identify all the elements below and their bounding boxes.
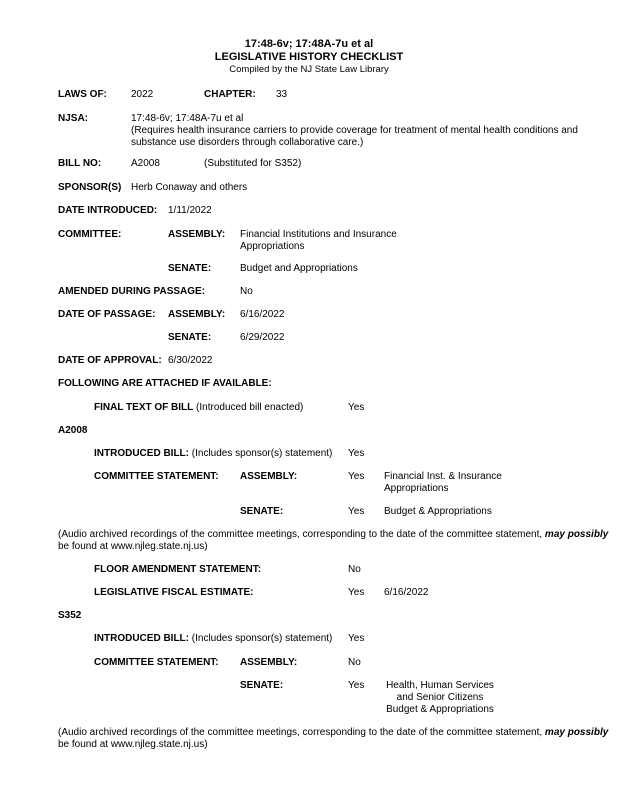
a2008-assembly-committee-2: Appropriations bbox=[384, 483, 449, 494]
s352-senate-committee-1: Health, Human Services bbox=[386, 680, 494, 691]
a2008-heading: A2008 bbox=[58, 425, 88, 436]
final-text-value: Yes bbox=[348, 402, 365, 413]
njsa-description: (Requires health insurance carriers to provide coverage for treatment of mental health conditions and substance use disorders through collaborative care.) bbox=[131, 125, 578, 148]
chapter-value: 33 bbox=[276, 89, 288, 100]
a2008-senate-committee: Budget & Appropriations bbox=[384, 506, 492, 517]
a2008-assembly-label: ASSEMBLY: bbox=[240, 471, 298, 482]
a2008-audio-note-emphasis: may possibly bbox=[544, 529, 609, 540]
njsa-label: NJSA: bbox=[58, 113, 89, 124]
a2008-audio-note-line-1 bbox=[58, 529, 608, 541]
a2008-audio-note-line-2: be found at www.njleg.state.nj.us) bbox=[58, 541, 208, 552]
fiscal-estimate-label: LEGISLATIVE FISCAL ESTIMATE: bbox=[94, 587, 254, 598]
bill-no-label: BILL NO: bbox=[58, 158, 102, 169]
laws-of-year: 2022 bbox=[131, 89, 154, 100]
page-title: 17:48-6v; 17:48A-7u et al bbox=[244, 38, 374, 50]
s352-introduced-row bbox=[94, 633, 332, 645]
committee-assembly-label: ASSEMBLY: bbox=[168, 229, 226, 240]
page-subtitle: LEGISLATIVE HISTORY CHECKLIST bbox=[214, 51, 404, 63]
s352-committee-label: COMMITTEE STATEMENT: bbox=[94, 657, 219, 668]
date-of-approval-value: 6/30/2022 bbox=[168, 355, 213, 366]
bill-no-value: A2008 bbox=[131, 158, 160, 169]
a2008-introduced-note: (Includes sponsor(s) statement) bbox=[191, 448, 333, 459]
sponsor-value: Herb Conaway and others bbox=[131, 182, 248, 193]
date-introduced-label: DATE INTRODUCED: bbox=[58, 205, 158, 216]
committee-assembly-value: Financial Institutions and Insurance Appropriations bbox=[240, 229, 397, 252]
chapter-label: CHAPTER: bbox=[204, 89, 256, 100]
s352-assembly-value: No bbox=[348, 657, 361, 668]
compiled-by: Compiled by the NJ State Law Library bbox=[229, 64, 389, 75]
s352-introduced-note: (Includes sponsor(s) statement) bbox=[191, 633, 333, 644]
amended-value: No bbox=[240, 286, 253, 297]
floor-amendment-label: FLOOR AMENDMENT STATEMENT: bbox=[94, 564, 262, 575]
committee-label: COMMITTEE: bbox=[58, 229, 122, 240]
s352-audio-note-line-2: be found at www.njleg.state.nj.us) bbox=[58, 739, 208, 750]
njsa-value: 17:48-6v; 17:48A-7u et al bbox=[131, 113, 244, 124]
laws-of-label: LAWS OF: bbox=[58, 89, 107, 100]
s352-senate-committee-2: and Senior Citizens bbox=[396, 692, 484, 703]
passage-senate-value: 6/29/2022 bbox=[240, 332, 285, 343]
s352-audio-note-emphasis: may possibly bbox=[544, 727, 609, 738]
final-text-note: (Introduced bill enacted) bbox=[196, 402, 304, 413]
s352-introduced-value: Yes bbox=[348, 633, 365, 644]
sponsor-label: SPONSOR(S) bbox=[58, 182, 122, 193]
a2008-introduced-value: Yes bbox=[348, 448, 365, 459]
date-of-approval-label: DATE OF APPROVAL: bbox=[58, 355, 162, 366]
s352-assembly-label: ASSEMBLY: bbox=[240, 657, 298, 668]
s352-audio-note-line-1 bbox=[58, 727, 608, 739]
s352-heading: S352 bbox=[58, 610, 82, 621]
date-introduced-value: 1/11/2022 bbox=[168, 205, 212, 216]
a2008-audio-note-text: (Audio archived recordings of the committee meetings, corresponding to the date of the committee statement, bbox=[58, 529, 543, 540]
a2008-introduced-row bbox=[94, 448, 332, 460]
s352-senate-committee-3: Budget & Appropriations bbox=[386, 704, 494, 715]
date-of-passage-label: DATE OF PASSAGE: bbox=[58, 309, 156, 320]
fiscal-estimate-value: Yes bbox=[348, 587, 365, 598]
a2008-assembly-value: Yes bbox=[348, 471, 365, 482]
s352-senate-label: SENATE: bbox=[240, 680, 284, 691]
floor-amendment-value: No bbox=[348, 564, 361, 575]
s352-introduced-label: INTRODUCED BILL: bbox=[94, 633, 189, 644]
a2008-assembly-committee-1: Financial Inst. & Insurance bbox=[384, 471, 502, 482]
committee-senate-label: SENATE: bbox=[168, 263, 212, 274]
amended-label: AMENDED DURING PASSAGE: bbox=[58, 286, 206, 297]
final-text-label: FINAL TEXT OF BILL bbox=[94, 402, 194, 413]
a2008-senate-value: Yes bbox=[348, 506, 365, 517]
a2008-senate-label: SENATE: bbox=[240, 506, 284, 517]
s352-senate-value: Yes bbox=[348, 680, 365, 691]
fiscal-estimate-date: 6/16/2022 bbox=[384, 587, 429, 598]
a2008-introduced-label: INTRODUCED BILL: bbox=[94, 448, 189, 459]
passage-assembly-value: 6/16/2022 bbox=[240, 309, 285, 320]
passage-assembly-label: ASSEMBLY: bbox=[168, 309, 226, 320]
passage-senate-label: SENATE: bbox=[168, 332, 212, 343]
attached-heading: FOLLOWING ARE ATTACHED IF AVAILABLE: bbox=[58, 378, 272, 389]
final-text-row bbox=[94, 402, 303, 414]
a2008-committee-label: COMMITTEE STATEMENT: bbox=[94, 471, 219, 482]
committee-senate-value: Budget and Appropriations bbox=[240, 263, 358, 274]
s352-audio-note-text: (Audio archived recordings of the committee meetings, corresponding to the date of the committee statement, bbox=[58, 727, 543, 738]
substituted-note: (Substituted for S352) bbox=[204, 158, 302, 169]
